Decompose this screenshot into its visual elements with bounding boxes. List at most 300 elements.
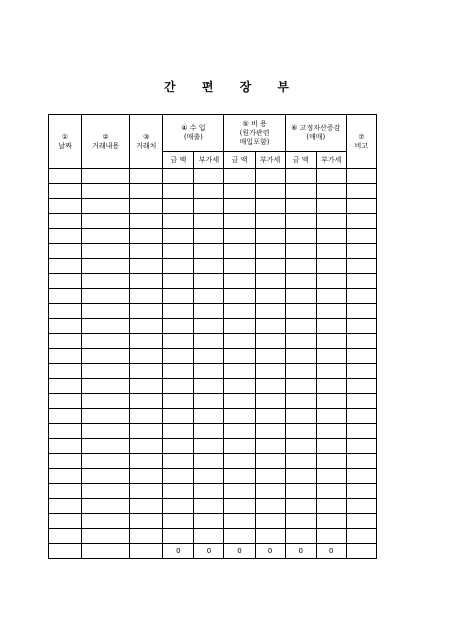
cell-note[interactable]: [346, 424, 376, 439]
cell-partner[interactable]: [130, 199, 163, 214]
cell-income-amount[interactable]: [163, 484, 194, 499]
cell-content[interactable]: [82, 259, 130, 274]
cell-expense-amount[interactable]: [224, 244, 255, 259]
cell-date[interactable]: [49, 454, 82, 469]
cell-income-vat[interactable]: [194, 289, 224, 304]
total-asset-amount: 0: [285, 544, 316, 559]
cell-income-amount[interactable]: [163, 304, 194, 319]
cell-asset-amount[interactable]: [285, 244, 316, 259]
cell-content[interactable]: [82, 184, 130, 199]
cell-expense-amount[interactable]: [224, 409, 255, 424]
header-expense: ⑤ 비 용 (원가관련 매입포함): [224, 115, 285, 152]
cell-content[interactable]: [82, 229, 130, 244]
table-row: [49, 274, 377, 289]
cell-income-vat[interactable]: [194, 334, 224, 349]
table-row: [49, 439, 377, 454]
cell-expense-vat[interactable]: [255, 334, 285, 349]
cell-asset-amount[interactable]: [285, 439, 316, 454]
cell-content[interactable]: [82, 214, 130, 229]
total-cell-partner: [130, 544, 163, 559]
ledger-body: [49, 169, 377, 559]
cell-expense-vat[interactable]: [255, 184, 285, 199]
cell-partner[interactable]: [130, 499, 163, 514]
cell-asset-amount[interactable]: [285, 499, 316, 514]
cell-date[interactable]: [49, 469, 82, 484]
cell-asset-amount[interactable]: [285, 379, 316, 394]
cell-note[interactable]: [346, 304, 376, 319]
cell-content[interactable]: [82, 424, 130, 439]
table-row: [49, 169, 377, 184]
cell-income-amount[interactable]: [163, 214, 194, 229]
total-expense-vat: 0: [255, 544, 285, 559]
table-row: [49, 184, 377, 199]
cell-content[interactable]: [82, 529, 130, 544]
cell-expense-amount[interactable]: [224, 529, 255, 544]
cell-asset-vat[interactable]: [316, 169, 346, 184]
cell-partner[interactable]: [130, 259, 163, 274]
total-expense-amount: 0: [224, 544, 255, 559]
cell-asset-amount[interactable]: [285, 529, 316, 544]
cell-income-vat[interactable]: [194, 394, 224, 409]
cell-income-amount[interactable]: [163, 259, 194, 274]
table-row: [49, 199, 377, 214]
cell-expense-vat[interactable]: [255, 499, 285, 514]
cell-partner[interactable]: [130, 214, 163, 229]
cell-income-amount[interactable]: [163, 499, 194, 514]
cell-income-amount[interactable]: [163, 334, 194, 349]
cell-income-vat[interactable]: [194, 184, 224, 199]
cell-expense-amount[interactable]: [224, 289, 255, 304]
cell-asset-vat[interactable]: [316, 184, 346, 199]
cell-date[interactable]: [49, 499, 82, 514]
cell-note[interactable]: [346, 439, 376, 454]
cell-asset-vat[interactable]: [316, 484, 346, 499]
cell-income-vat[interactable]: [194, 514, 224, 529]
cell-expense-vat[interactable]: [255, 349, 285, 364]
cell-expense-vat[interactable]: [255, 454, 285, 469]
cell-income-amount[interactable]: [163, 274, 194, 289]
cell-income-amount[interactable]: [163, 169, 194, 184]
total-income-vat: 0: [194, 544, 224, 559]
cell-income-vat[interactable]: [194, 349, 224, 364]
cell-income-vat[interactable]: [194, 484, 224, 499]
cell-expense-amount[interactable]: [224, 364, 255, 379]
cell-partner[interactable]: [130, 424, 163, 439]
cell-asset-amount[interactable]: [285, 304, 316, 319]
cell-content[interactable]: [82, 289, 130, 304]
cell-date[interactable]: [49, 514, 82, 529]
table-row: [49, 529, 377, 544]
cell-content[interactable]: [82, 169, 130, 184]
cell-income-vat[interactable]: [194, 214, 224, 229]
cell-expense-amount[interactable]: [224, 274, 255, 289]
cell-income-vat[interactable]: [194, 274, 224, 289]
cell-date[interactable]: [49, 289, 82, 304]
cell-asset-amount[interactable]: [285, 364, 316, 379]
cell-note[interactable]: [346, 454, 376, 469]
cell-income-amount[interactable]: [163, 184, 194, 199]
cell-expense-vat[interactable]: [255, 409, 285, 424]
cell-note[interactable]: [346, 274, 376, 289]
cell-expense-vat[interactable]: [255, 529, 285, 544]
cell-income-amount[interactable]: [163, 244, 194, 259]
cell-asset-amount[interactable]: [285, 454, 316, 469]
cell-note[interactable]: [346, 349, 376, 364]
cell-note[interactable]: [346, 379, 376, 394]
cell-income-vat[interactable]: [194, 304, 224, 319]
cell-partner[interactable]: [130, 379, 163, 394]
cell-partner[interactable]: [130, 484, 163, 499]
cell-asset-vat[interactable]: [316, 304, 346, 319]
cell-content[interactable]: [82, 454, 130, 469]
header-content: ② 거래내용: [82, 115, 130, 169]
cell-asset-amount[interactable]: [285, 214, 316, 229]
cell-note[interactable]: [346, 514, 376, 529]
cell-date[interactable]: [49, 334, 82, 349]
cell-income-amount[interactable]: [163, 409, 194, 424]
cell-expense-amount[interactable]: [224, 184, 255, 199]
cell-asset-vat[interactable]: [316, 469, 346, 484]
cell-partner[interactable]: [130, 319, 163, 334]
cell-content[interactable]: [82, 334, 130, 349]
cell-income-vat[interactable]: [194, 169, 224, 184]
cell-expense-vat[interactable]: [255, 169, 285, 184]
total-cell-note: [346, 544, 376, 559]
cell-asset-vat[interactable]: [316, 454, 346, 469]
cell-expense-amount[interactable]: [224, 514, 255, 529]
cell-note[interactable]: [346, 529, 376, 544]
cell-content[interactable]: [82, 514, 130, 529]
cell-expense-vat[interactable]: [255, 514, 285, 529]
cell-asset-vat[interactable]: [316, 364, 346, 379]
cell-asset-vat[interactable]: [316, 394, 346, 409]
cell-asset-amount[interactable]: [285, 394, 316, 409]
cell-asset-amount[interactable]: [285, 229, 316, 244]
cell-date[interactable]: [49, 424, 82, 439]
cell-expense-amount[interactable]: [224, 469, 255, 484]
cell-expense-vat[interactable]: [255, 379, 285, 394]
cell-income-vat[interactable]: [194, 319, 224, 334]
ledger-table: [48, 114, 377, 559]
cell-asset-amount[interactable]: [285, 349, 316, 364]
cell-expense-vat[interactable]: [255, 424, 285, 439]
cell-partner[interactable]: [130, 469, 163, 484]
cell-content[interactable]: [82, 484, 130, 499]
cell-partner[interactable]: [130, 304, 163, 319]
cell-income-vat[interactable]: [194, 454, 224, 469]
cell-income-vat[interactable]: [194, 439, 224, 454]
cell-note[interactable]: [346, 289, 376, 304]
table-row: [49, 394, 377, 409]
cell-expense-vat[interactable]: [255, 394, 285, 409]
table-row: [49, 469, 377, 484]
cell-partner[interactable]: [130, 409, 163, 424]
table-row: [49, 289, 377, 304]
cell-income-amount[interactable]: [163, 424, 194, 439]
cell-asset-amount[interactable]: [285, 199, 316, 214]
cell-partner[interactable]: [130, 349, 163, 364]
cell-note[interactable]: [346, 214, 376, 229]
cell-asset-vat[interactable]: [316, 499, 346, 514]
cell-income-vat[interactable]: [194, 499, 224, 514]
cell-date[interactable]: [49, 169, 82, 184]
cell-income-vat[interactable]: [194, 424, 224, 439]
cell-expense-amount[interactable]: [224, 259, 255, 274]
cell-content[interactable]: [82, 379, 130, 394]
cell-expense-vat[interactable]: [255, 484, 285, 499]
cell-expense-amount[interactable]: [224, 484, 255, 499]
cell-date[interactable]: [49, 274, 82, 289]
cell-expense-vat[interactable]: [255, 214, 285, 229]
cell-expense-amount[interactable]: [224, 199, 255, 214]
cell-asset-vat[interactable]: [316, 229, 346, 244]
cell-asset-amount[interactable]: [285, 259, 316, 274]
cell-partner[interactable]: [130, 169, 163, 184]
total-asset-vat: 0: [316, 544, 346, 559]
cell-partner[interactable]: [130, 274, 163, 289]
table-row: [49, 214, 377, 229]
cell-date[interactable]: [49, 364, 82, 379]
cell-expense-vat[interactable]: [255, 199, 285, 214]
cell-note[interactable]: [346, 499, 376, 514]
cell-partner[interactable]: [130, 514, 163, 529]
table-row: [49, 514, 377, 529]
cell-income-vat[interactable]: [194, 379, 224, 394]
cell-note[interactable]: [346, 184, 376, 199]
cell-income-amount[interactable]: [163, 229, 194, 244]
cell-asset-amount[interactable]: [285, 514, 316, 529]
table-row: [49, 259, 377, 274]
cell-income-vat[interactable]: [194, 469, 224, 484]
subheader-asset-vat: 부가세: [316, 152, 346, 169]
cell-asset-vat[interactable]: [316, 259, 346, 274]
cell-expense-vat[interactable]: [255, 364, 285, 379]
cell-asset-amount[interactable]: [285, 484, 316, 499]
cell-asset-vat[interactable]: [316, 199, 346, 214]
cell-income-amount[interactable]: [163, 439, 194, 454]
cell-content[interactable]: [82, 319, 130, 334]
cell-partner[interactable]: [130, 184, 163, 199]
cell-expense-vat[interactable]: [255, 319, 285, 334]
cell-partner[interactable]: [130, 454, 163, 469]
cell-income-vat[interactable]: [194, 199, 224, 214]
cell-income-amount[interactable]: [163, 199, 194, 214]
cell-note[interactable]: [346, 364, 376, 379]
cell-expense-amount[interactable]: [224, 379, 255, 394]
cell-expense-amount[interactable]: [224, 454, 255, 469]
cell-income-amount[interactable]: [163, 379, 194, 394]
cell-content[interactable]: [82, 499, 130, 514]
cell-expense-amount[interactable]: [224, 334, 255, 349]
cell-content[interactable]: [82, 304, 130, 319]
cell-content[interactable]: [82, 394, 130, 409]
cell-expense-vat[interactable]: [255, 259, 285, 274]
table-row: [49, 364, 377, 379]
cell-expense-amount[interactable]: [224, 319, 255, 334]
table-row: [49, 454, 377, 469]
cell-asset-vat[interactable]: [316, 529, 346, 544]
cell-asset-vat[interactable]: [316, 349, 346, 364]
cell-content[interactable]: [82, 469, 130, 484]
cell-expense-amount[interactable]: [224, 424, 255, 439]
table-row: [49, 229, 377, 244]
table-row: [49, 499, 377, 514]
cell-date[interactable]: [49, 184, 82, 199]
subheader-expense-amount: 금 액: [224, 152, 255, 169]
cell-income-amount[interactable]: [163, 364, 194, 379]
cell-asset-vat[interactable]: [316, 289, 346, 304]
cell-content[interactable]: [82, 199, 130, 214]
cell-income-amount[interactable]: [163, 349, 194, 364]
cell-asset-vat[interactable]: [316, 424, 346, 439]
cell-note[interactable]: [346, 409, 376, 424]
subheader-income-vat: 부가세: [194, 152, 224, 169]
cell-income-amount[interactable]: [163, 514, 194, 529]
cell-expense-vat[interactable]: [255, 304, 285, 319]
cell-asset-vat[interactable]: [316, 334, 346, 349]
cell-note[interactable]: [346, 199, 376, 214]
cell-asset-amount[interactable]: [285, 469, 316, 484]
cell-asset-amount[interactable]: [285, 274, 316, 289]
subheader-asset-amount: 금 액: [285, 152, 316, 169]
cell-asset-vat[interactable]: [316, 439, 346, 454]
cell-note[interactable]: [346, 394, 376, 409]
cell-income-vat[interactable]: [194, 409, 224, 424]
cell-expense-amount[interactable]: [224, 394, 255, 409]
cell-asset-vat[interactable]: [316, 379, 346, 394]
cell-note[interactable]: [346, 469, 376, 484]
cell-expense-amount[interactable]: [224, 169, 255, 184]
cell-asset-amount[interactable]: [285, 409, 316, 424]
cell-note[interactable]: [346, 334, 376, 349]
table-row: [49, 244, 377, 259]
total-cell-content: [82, 544, 130, 559]
table-row: [49, 409, 377, 424]
header-partner: ③ 거래처: [130, 115, 163, 169]
cell-partner[interactable]: [130, 529, 163, 544]
cell-income-amount[interactable]: [163, 454, 194, 469]
total-row: [49, 544, 377, 559]
cell-date[interactable]: [49, 529, 82, 544]
cell-date[interactable]: [49, 394, 82, 409]
cell-asset-vat[interactable]: [316, 244, 346, 259]
cell-date[interactable]: [49, 304, 82, 319]
total-income-amount: 0: [163, 544, 194, 559]
cell-income-vat[interactable]: [194, 529, 224, 544]
cell-partner[interactable]: [130, 364, 163, 379]
cell-income-amount[interactable]: [163, 319, 194, 334]
cell-asset-amount[interactable]: [285, 184, 316, 199]
header-note: ⑦ 비고: [346, 115, 376, 169]
cell-partner[interactable]: [130, 244, 163, 259]
header-income: ④ 수 입 (매출): [163, 115, 224, 152]
cell-expense-amount[interactable]: [224, 439, 255, 454]
cell-expense-amount[interactable]: [224, 349, 255, 364]
cell-income-vat[interactable]: [194, 259, 224, 274]
cell-income-amount[interactable]: [163, 469, 194, 484]
cell-asset-amount[interactable]: [285, 169, 316, 184]
table-row: [49, 484, 377, 499]
cell-note[interactable]: [346, 259, 376, 274]
page-title: 간 편 장 부: [164, 80, 300, 94]
cell-asset-vat[interactable]: [316, 214, 346, 229]
cell-date[interactable]: [49, 229, 82, 244]
cell-expense-vat[interactable]: [255, 244, 285, 259]
cell-date[interactable]: [49, 379, 82, 394]
cell-note[interactable]: [346, 169, 376, 184]
table-row: [49, 379, 377, 394]
cell-content[interactable]: [82, 274, 130, 289]
cell-asset-vat[interactable]: [316, 274, 346, 289]
cell-partner[interactable]: [130, 439, 163, 454]
cell-date[interactable]: [49, 484, 82, 499]
table-row: [49, 349, 377, 364]
cell-asset-vat[interactable]: [316, 409, 346, 424]
cell-expense-amount[interactable]: [224, 499, 255, 514]
cell-note[interactable]: [346, 319, 376, 334]
cell-asset-amount[interactable]: [285, 319, 316, 334]
cell-note[interactable]: [346, 229, 376, 244]
cell-date[interactable]: [49, 214, 82, 229]
header-date: ① 날짜: [49, 115, 82, 169]
cell-asset-amount[interactable]: [285, 334, 316, 349]
cell-asset-amount[interactable]: [285, 424, 316, 439]
cell-date[interactable]: [49, 319, 82, 334]
cell-expense-vat[interactable]: [255, 229, 285, 244]
table-row: [49, 334, 377, 349]
table-row: [49, 304, 377, 319]
cell-partner[interactable]: [130, 334, 163, 349]
cell-date[interactable]: [49, 439, 82, 454]
cell-expense-amount[interactable]: [224, 229, 255, 244]
cell-content[interactable]: [82, 244, 130, 259]
cell-note[interactable]: [346, 484, 376, 499]
total-cell-date: [49, 544, 82, 559]
cell-content[interactable]: [82, 364, 130, 379]
cell-date[interactable]: [49, 409, 82, 424]
cell-asset-vat[interactable]: [316, 319, 346, 334]
table-row: [49, 424, 377, 439]
cell-asset-amount[interactable]: [285, 289, 316, 304]
cell-expense-vat[interactable]: [255, 439, 285, 454]
subheader-expense-vat: 부가세: [255, 152, 285, 169]
cell-date[interactable]: [49, 349, 82, 364]
cell-partner[interactable]: [130, 229, 163, 244]
cell-date[interactable]: [49, 244, 82, 259]
cell-expense-vat[interactable]: [255, 289, 285, 304]
cell-income-vat[interactable]: [194, 244, 224, 259]
cell-income-vat[interactable]: [194, 229, 224, 244]
cell-expense-vat[interactable]: [255, 469, 285, 484]
cell-expense-amount[interactable]: [224, 214, 255, 229]
cell-income-amount[interactable]: [163, 289, 194, 304]
cell-note[interactable]: [346, 244, 376, 259]
cell-partner[interactable]: [130, 289, 163, 304]
cell-income-amount[interactable]: [163, 529, 194, 544]
cell-content[interactable]: [82, 409, 130, 424]
cell-partner[interactable]: [130, 394, 163, 409]
cell-expense-vat[interactable]: [255, 274, 285, 289]
table-row: [49, 319, 377, 334]
cell-date[interactable]: [49, 199, 82, 214]
cell-income-amount[interactable]: [163, 394, 194, 409]
cell-content[interactable]: [82, 439, 130, 454]
cell-content[interactable]: [82, 349, 130, 364]
cell-date[interactable]: [49, 259, 82, 274]
cell-income-vat[interactable]: [194, 364, 224, 379]
cell-asset-vat[interactable]: [316, 514, 346, 529]
cell-expense-amount[interactable]: [224, 304, 255, 319]
